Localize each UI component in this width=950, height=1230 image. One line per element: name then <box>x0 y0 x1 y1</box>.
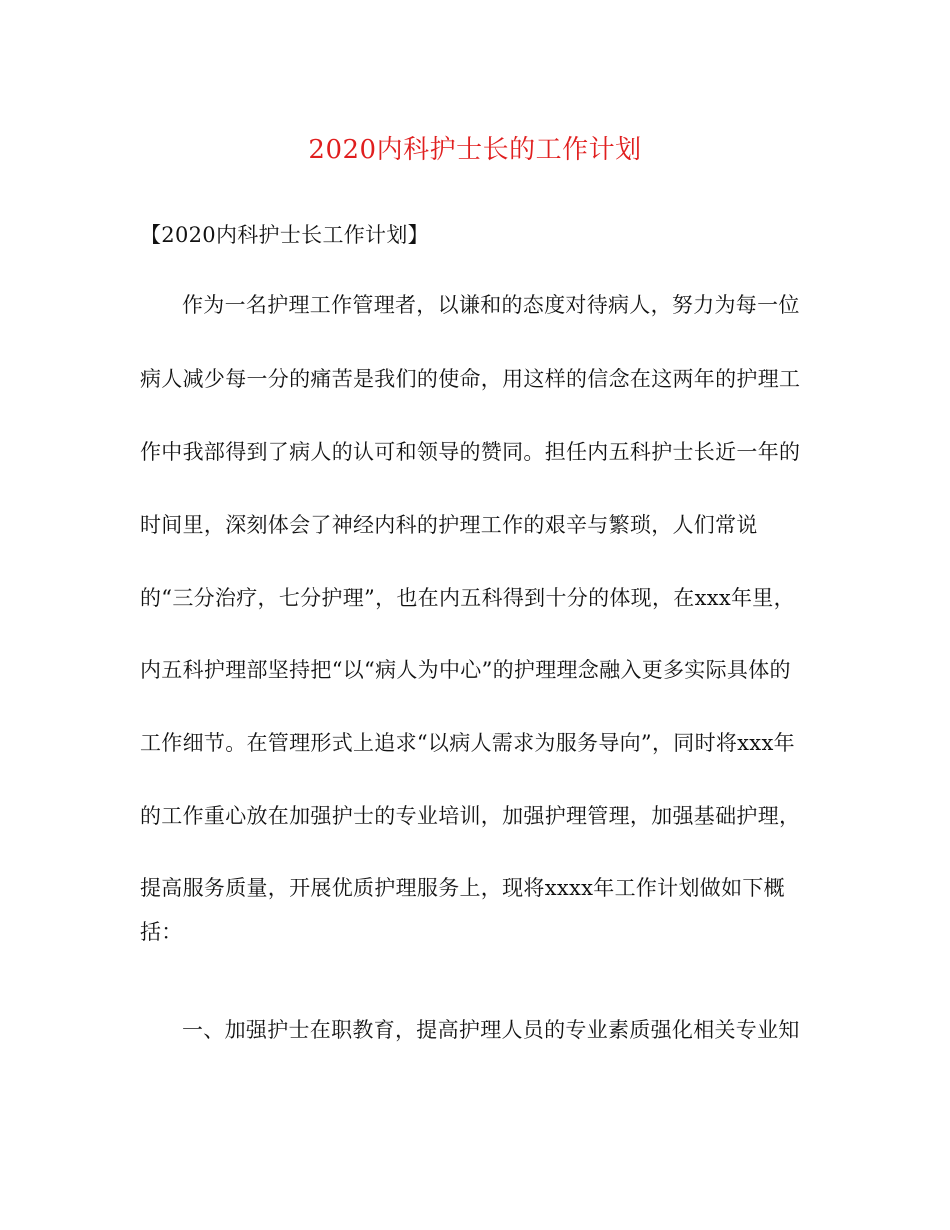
paragraph-line: 作中我部得到了病人的认可和领导的赞同。担任内五科护士长近一年的 <box>140 440 801 464</box>
paragraph-line: 的“三分治疗，七分护理”，也在内五科得到十分的体现，在xxx年里， <box>140 586 795 610</box>
paragraph-line: 的工作重心放在加强护士的专业培训，加强护理管理，加强基础护理， <box>140 804 801 828</box>
paragraph-line: 作为一名护理工作管理者，以谦和的态度对待病人，努力为每一位 <box>182 293 800 317</box>
document-subtitle: 【2020内科护士长工作计划】 <box>140 223 429 247</box>
paragraph-line: 病人减少每一分的痛苦是我们的使命，用这样的信念在这两年的护理工 <box>140 367 801 391</box>
paragraph-line: 时间里，深刻体会了神经内科的护理工作的艰辛与繁琐，人们常说 <box>140 513 758 537</box>
section-heading-line: 一、加强护士在职教育，提高护理人员的专业素质强化相关专业知 <box>182 1018 800 1042</box>
paragraph-line: 工作细节。在管理形式上追求“以病人需求为服务导向”，同时将xxx年 <box>140 731 795 755</box>
paragraph-line: 内五科护理部坚持把“以“病人为中心”的护理理念融入更多实际具体的 <box>140 658 791 682</box>
document-title: 2020内科护士长的工作计划 <box>308 135 642 165</box>
paragraph-line: 提高服务质量，开展优质护理服务上，现将xxxx年工作计划做如下概 <box>140 876 785 900</box>
paragraph-line: 括： <box>140 920 183 944</box>
